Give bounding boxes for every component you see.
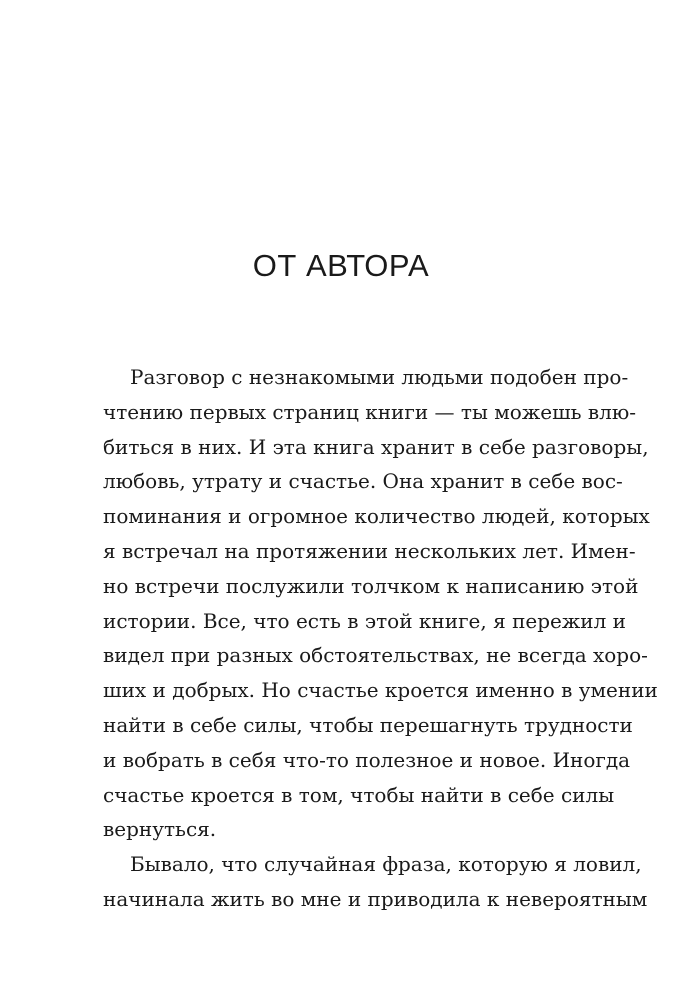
body-text xyxy=(103,360,658,917)
text-line: ших и добрых. Но счастье кроется именно в умении xyxy=(103,678,658,703)
paragraph-2 xyxy=(103,847,648,917)
text-line: поминания и огромное количество людей, которых xyxy=(103,504,650,529)
chapter-title: ОТ АВТОРА xyxy=(252,248,430,283)
text-line: я встречал на протяжении нескольких лет. Имен- xyxy=(103,538,636,563)
text-line: Разговор с незнакомыми людьми подобен про- xyxy=(130,365,629,389)
text-line: но встречи послужили толчком к написанию этой xyxy=(103,573,639,598)
text-line: истории. Все, что есть в этой книге, я пережил и xyxy=(103,608,626,633)
text-line: и вобрать в себя что-то полезное и новое. Иногда xyxy=(103,747,631,772)
paragraph-1 xyxy=(103,360,658,847)
text-line: биться в них. И эта книга хранит в себе разговоры, xyxy=(103,434,649,459)
text-line: счастье кроется в том, чтобы найти в себе силы xyxy=(103,782,615,807)
text-line: любовь, утрату и счастье. Она хранит в себе вос- xyxy=(103,469,623,494)
text-line: чтению первых страниц книги — ты можешь влю- xyxy=(103,399,637,424)
text-line: видел при разных обстоятельствах, не всегда хоро- xyxy=(103,643,648,668)
text-line: найти в себе силы, чтобы перешагнуть трудности xyxy=(103,712,633,737)
text-line: вернуться. xyxy=(103,817,217,842)
text-line: Бывало, что случайная фраза, которую я ловил, xyxy=(130,852,642,877)
text-line: начинала жить во мне и приводила к невероятным xyxy=(103,886,648,911)
